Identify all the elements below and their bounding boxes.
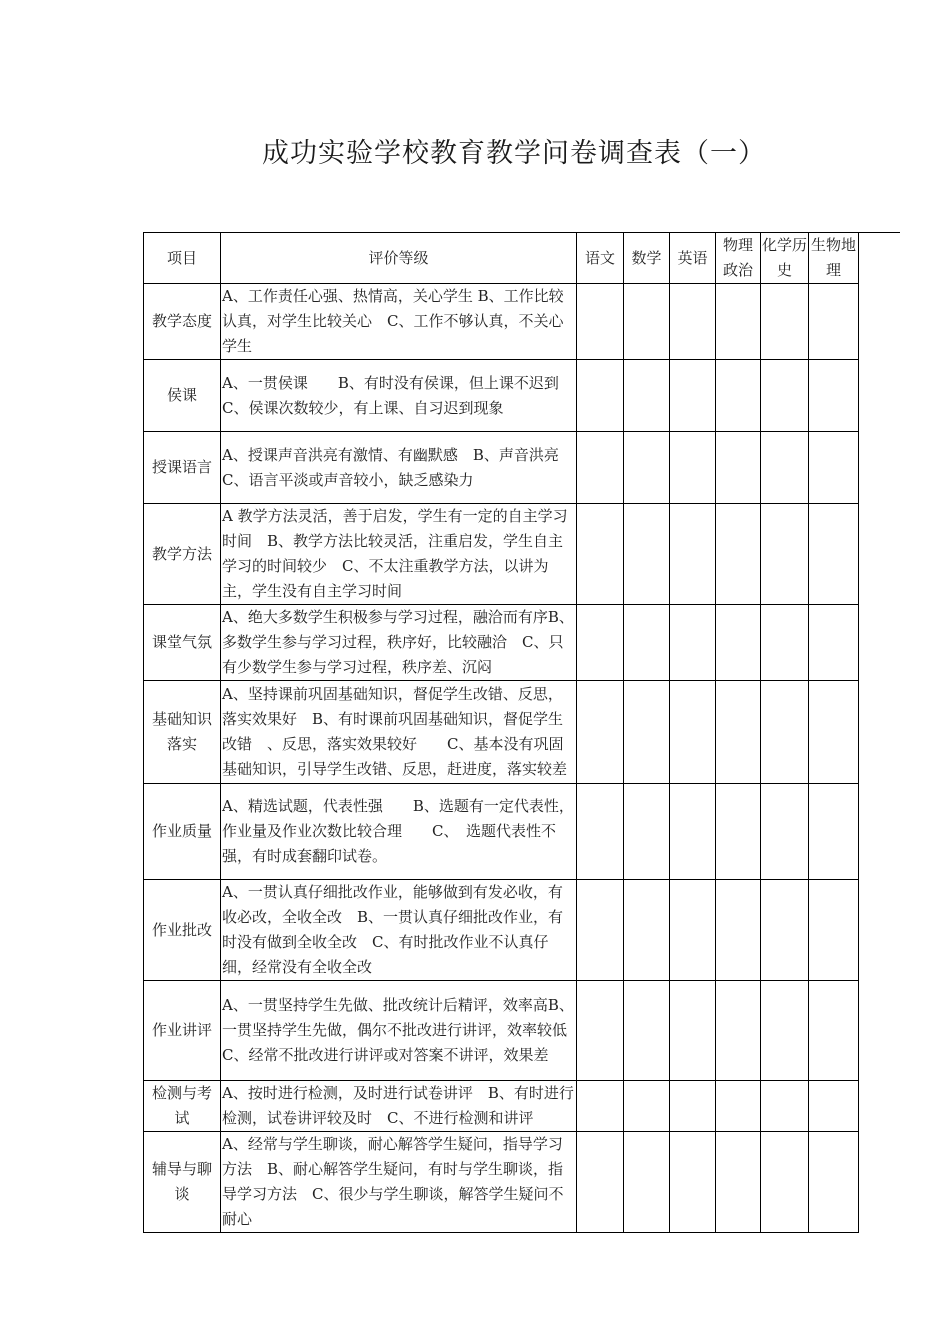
rating-cell[interactable] [761,1081,809,1132]
rating-cell[interactable] [670,1132,716,1233]
table-row [144,1132,859,1233]
rating-cell[interactable] [670,432,716,504]
rating-cell[interactable] [761,504,809,605]
rating-cell[interactable] [624,681,670,784]
table-row [144,360,859,432]
rating-cell[interactable] [670,880,716,981]
row-grade: A、精选试题，代表性强 B、选题有一定代表性，作业量及作业次数比较合理 C、 选题代表性不强，有时成套翻印试卷。 [221,784,577,880]
rating-cell[interactable] [809,360,859,432]
rating-cell[interactable] [624,360,670,432]
table-row [144,784,859,880]
rating-cell[interactable] [577,605,624,681]
row-item: 授课语言 [144,432,221,504]
rating-cell[interactable] [670,360,716,432]
rating-cell[interactable] [809,504,859,605]
rating-cell[interactable] [761,681,809,784]
rating-cell[interactable] [624,605,670,681]
rating-cell[interactable] [716,784,761,880]
row-grade: A、工作责任心强、热情高，关心学生 B、工作比较认真，对学生比较关心 C、工作不够认真，不关心学生 [221,284,577,360]
rating-cell[interactable] [577,432,624,504]
row-grade: A、一贯坚持学生先做、批改统计后精评，效率高B、一贯坚持学生先做，偶尔不批改进行讲评，效率较低 C、经常不批改进行讲评或对答案不讲评，效果差 [221,981,577,1081]
rating-cell[interactable] [670,284,716,360]
row-grade: A、一贯侯课 B、有时没有侯课，但上课不迟到C、侯课次数较少，有上课、自习迟到现象 [221,360,577,432]
rating-cell[interactable] [809,784,859,880]
row-item: 作业质量 [144,784,221,880]
table-row [144,504,859,605]
rating-cell[interactable] [716,1081,761,1132]
header-grade: 评价等级 [221,233,577,284]
rating-cell[interactable] [761,880,809,981]
rating-cell[interactable] [577,360,624,432]
rating-cell[interactable] [716,1132,761,1233]
header-subject-english: 英语 [670,233,716,284]
table-row [144,432,859,504]
rating-cell[interactable] [716,880,761,981]
rating-cell[interactable] [577,284,624,360]
row-item: 作业批改 [144,880,221,981]
rating-cell[interactable] [761,1132,809,1233]
rating-cell[interactable] [716,605,761,681]
table-row [144,284,859,360]
row-grade: A、授课声音洪亮有激情、有幽默感 B、声音洪亮C、语言平淡或声音较小，缺乏感染力 [221,432,577,504]
row-grade: A、一贯认真仔细批改作业，能够做到有发必收，有收必改，全收全改 B、一贯认真仔细批改作业，有时没有做到全收全改 C、有时批改作业不认真仔细，经常没有全收全改 [221,880,577,981]
rating-cell[interactable] [809,432,859,504]
row-grade: A、绝大多数学生积极参与学习过程，融洽而有序B、多数学生参与学习过程，秩序好，比较融洽 C、只有少数学生参与学习过程，秩序差、沉闷 [221,605,577,681]
header-item: 项目 [144,233,221,284]
row-item: 教学方法 [144,504,221,605]
table-row [144,1081,859,1132]
rating-cell[interactable] [577,880,624,981]
rating-cell[interactable] [670,981,716,1081]
rating-cell[interactable] [670,605,716,681]
rating-cell[interactable] [809,880,859,981]
rating-cell[interactable] [624,1132,670,1233]
rating-cell[interactable] [761,432,809,504]
rating-cell[interactable] [577,1081,624,1132]
rating-cell[interactable] [624,284,670,360]
rating-cell[interactable] [809,681,859,784]
rating-cell[interactable] [809,284,859,360]
header-subject-chemistry-history: 化学历史 [761,233,809,284]
rating-cell[interactable] [577,784,624,880]
rating-cell[interactable] [624,504,670,605]
rating-cell[interactable] [761,605,809,681]
rating-cell[interactable] [624,981,670,1081]
rating-cell[interactable] [716,504,761,605]
row-item: 检测与考试 [144,1081,221,1132]
rating-cell[interactable] [670,784,716,880]
rating-cell[interactable] [716,360,761,432]
row-item: 课堂气氛 [144,605,221,681]
rating-cell[interactable] [577,504,624,605]
table-row [144,605,859,681]
rating-cell[interactable] [624,1081,670,1132]
rating-cell[interactable] [761,981,809,1081]
rating-cell[interactable] [809,1132,859,1233]
row-item: 作业讲评 [144,981,221,1081]
rating-cell[interactable] [670,1081,716,1132]
header-subject-biology-geography: 生物地理 [809,233,859,284]
rating-cell[interactable] [624,432,670,504]
table-row [144,981,859,1081]
row-item: 辅导与聊谈 [144,1132,221,1233]
rating-cell[interactable] [761,284,809,360]
row-item: 侯课 [144,360,221,432]
row-item: 基础知识落实 [144,681,221,784]
row-item: 教学态度 [144,284,221,360]
rating-cell[interactable] [670,681,716,784]
rating-cell[interactable] [716,681,761,784]
page-title: 成功实验学校教育教学问卷调查表（一） [262,138,766,169]
rating-cell[interactable] [577,1132,624,1233]
rating-cell[interactable] [716,284,761,360]
rating-cell[interactable] [761,784,809,880]
header-subject-chinese: 语文 [577,233,624,284]
row-grade: A、按时进行检测，及时进行试卷讲评 B、有时进行检测，试卷讲评较及时 C、不进行检测和讲评 [221,1081,577,1132]
table-row [144,880,859,981]
rating-cell[interactable] [624,880,670,981]
rating-cell[interactable] [809,605,859,681]
rating-cell[interactable] [577,681,624,784]
table-top-extension-line [858,232,900,233]
row-grade: A、坚持课前巩固基础知识，督促学生改错、反思，落实效果好 B、有时课前巩固基础知识，督促学生改错 、反思，落实效果较好 C、基本没有巩固基础知识，引导学生改错、反思，赶进度，落实较差 [221,681,577,784]
row-grade: A 教学方法灵活，善于启发，学生有一定的自主学习时间 B、教学方法比较灵活，注重启发，学生自主学习的时间较少 C、不太注重教学方法，以讲为主，学生没有自主学习时间 [221,504,577,605]
rating-cell[interactable] [624,784,670,880]
rating-cell[interactable] [716,432,761,504]
survey-table [143,232,859,1233]
header-row [144,233,859,284]
row-grade: A、经常与学生聊谈，耐心解答学生疑问，指导学习方法 B、耐心解答学生疑问，有时与学生聊谈，指导学习方法 C、很少与学生聊谈，解答学生疑问不耐心 [221,1132,577,1233]
rating-cell[interactable] [761,360,809,432]
table-row [144,681,859,784]
rating-cell[interactable] [809,1081,859,1132]
rating-cell[interactable] [716,981,761,1081]
rating-cell[interactable] [809,981,859,1081]
header-subject-math: 数学 [624,233,670,284]
rating-cell[interactable] [670,504,716,605]
header-subject-physics-politics: 物理政治 [716,233,761,284]
